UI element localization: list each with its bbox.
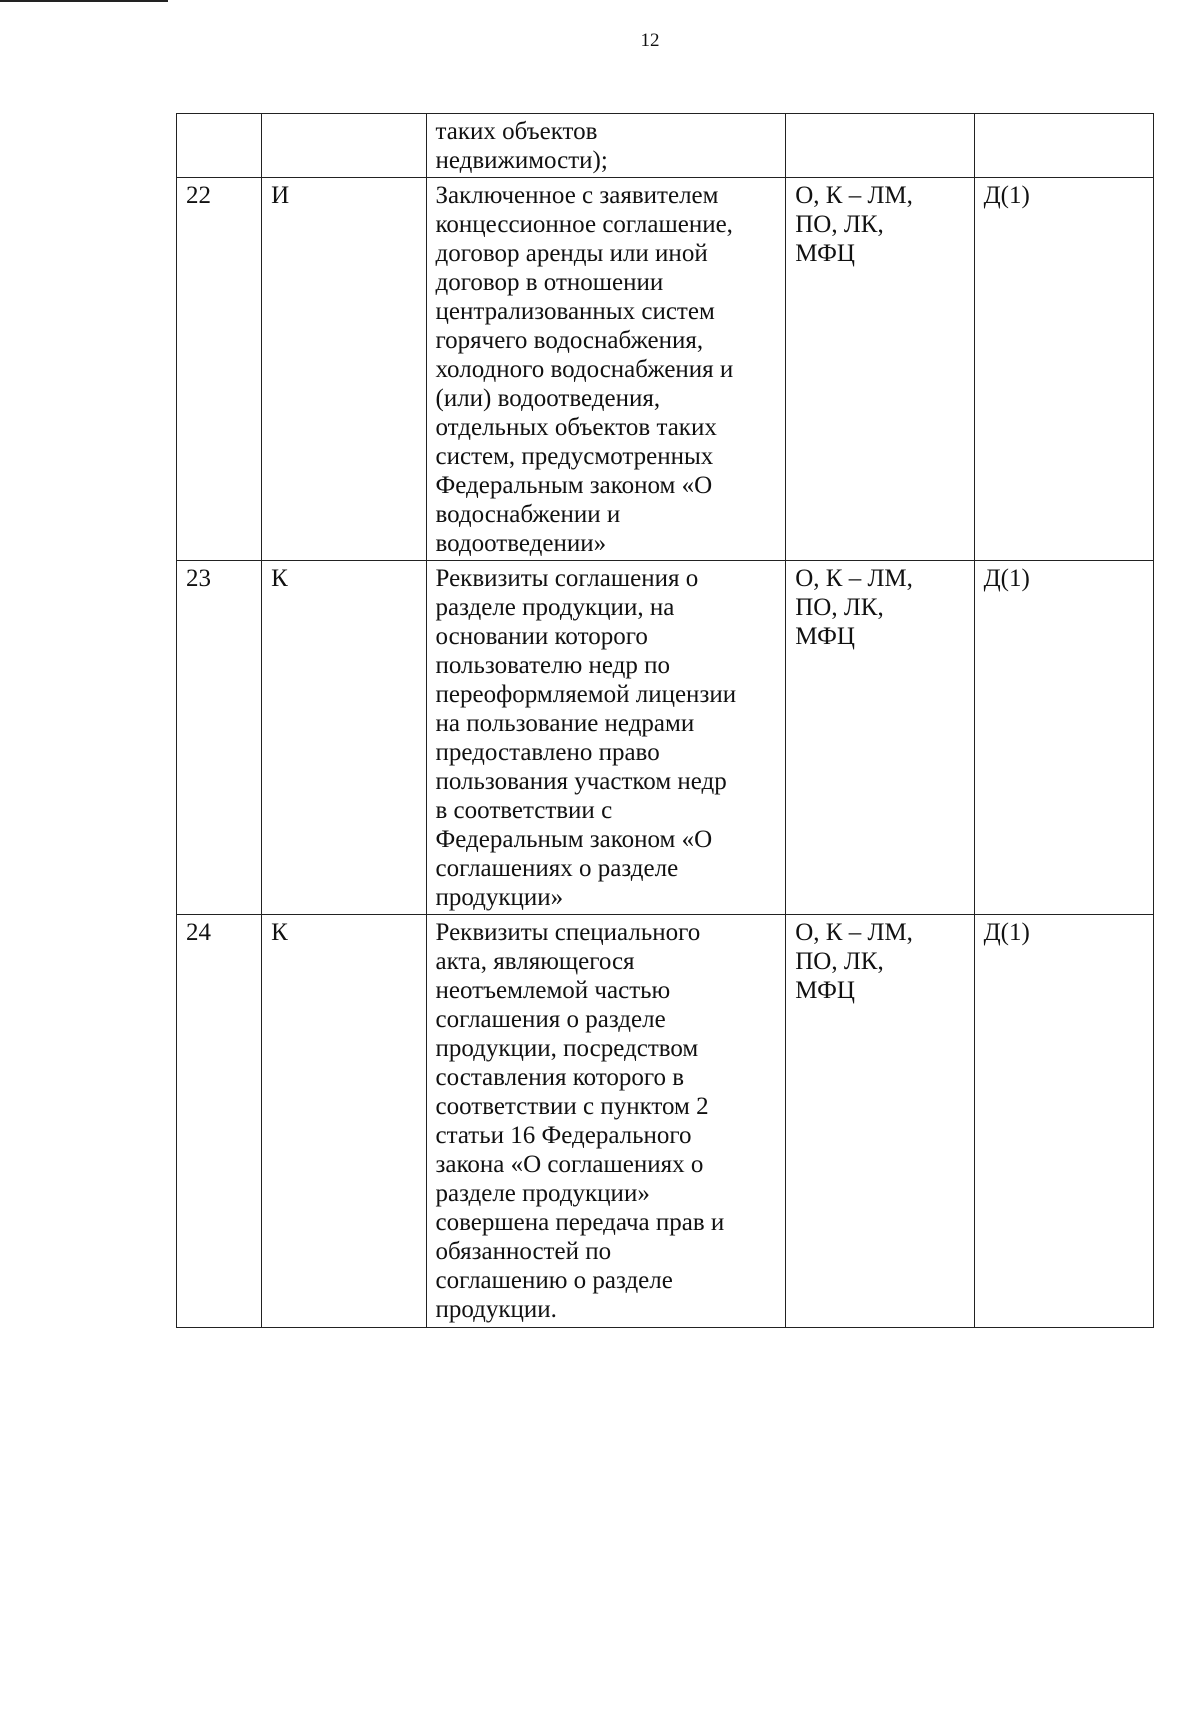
table-row: [177, 915, 1154, 1328]
table-row: [177, 178, 1154, 561]
document-table: [176, 113, 1154, 1328]
row-channels: О, К – ЛМ, ПО, ЛК, МФЦ: [786, 561, 974, 915]
row-type: [974, 114, 1153, 178]
row-kind: К: [262, 915, 426, 1328]
row-number: 22: [177, 178, 262, 561]
row-kind: И: [262, 178, 426, 561]
row-type: Д(1): [974, 178, 1153, 561]
row-channels: О, К – ЛМ, ПО, ЛК, МФЦ: [786, 915, 974, 1328]
row-kind: [262, 114, 426, 178]
row-type: Д(1): [974, 915, 1153, 1328]
row-description: Реквизиты соглашения о разделе продукции, на основании которого пользователю недр по переоформляемой лицензии на пользование недрами предоставлено право пользования участком недр в соответствии с Федеральным законом «О соглашениях о разделе продукции»: [426, 561, 786, 915]
row-kind: К: [262, 561, 426, 915]
row-channels: [786, 114, 974, 178]
row-description: Заключенное с заявителем концессионное соглашение, договор аренды или иной договор в отношении централизованных систем горячего водоснабжения, холодного водоснабжения и (или) водоотведения, отдельных объектов таких систем, предусмотренных Федеральным законом «О водоснабжении и водоотведении»: [426, 178, 786, 561]
scan-edge-mark: [0, 0, 168, 2]
row-description: Реквизиты специального акта, являющегося неотъемлемой частью соглашения о разделе продукции, посредством составления которого в соответствии с пунктом 2 статьи 16 Федерального закона «О соглашениях о разделе продукции» совершена передача прав и обязанностей по соглашению о разделе продукции.: [426, 915, 786, 1328]
row-number: 23: [177, 561, 262, 915]
row-number: [177, 114, 262, 178]
row-type: Д(1): [974, 561, 1153, 915]
row-number: 24: [177, 915, 262, 1328]
row-description: таких объектов недвижимости);: [426, 114, 786, 178]
table-row: [177, 114, 1154, 178]
table-row: [177, 561, 1154, 915]
page-number: 12: [640, 30, 660, 51]
row-channels: О, К – ЛМ, ПО, ЛК, МФЦ: [786, 178, 974, 561]
